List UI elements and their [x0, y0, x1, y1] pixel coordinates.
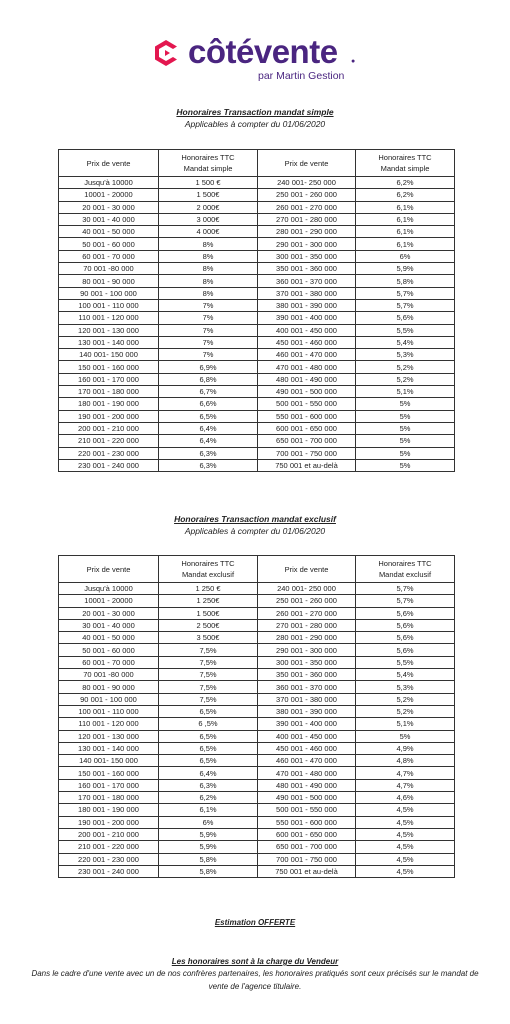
fee-cell: 5,9%	[159, 828, 258, 840]
table-row	[59, 201, 455, 213]
table-row	[59, 816, 455, 828]
fee-cell: 7%	[159, 336, 258, 348]
fee-cell: 5,7%	[356, 595, 455, 607]
column-header: Prix de vente	[59, 556, 159, 583]
fee-cell: 6,1%	[356, 226, 455, 238]
fee-cell: 5%	[356, 398, 455, 410]
price-range-cell: 180 001 - 190 000	[59, 398, 159, 410]
price-range-cell: 380 001 - 390 000	[258, 705, 356, 717]
table-row	[59, 275, 455, 287]
price-range-cell: 300 001 - 350 000	[258, 250, 356, 262]
price-range-cell: 210 001 - 220 000	[59, 841, 159, 853]
price-range-cell: 140 001- 150 000	[59, 755, 159, 767]
price-range-cell: 30 001 - 40 000	[59, 619, 159, 631]
fee-cell: 1 250 €	[159, 583, 258, 595]
price-range-cell: 50 001 - 60 000	[59, 238, 159, 250]
fee-cell: 5,3%	[356, 349, 455, 361]
price-range-cell: 200 001 - 210 000	[59, 422, 159, 434]
price-range-cell: 350 001 - 360 000	[258, 669, 356, 681]
table-row	[59, 841, 455, 853]
price-range-cell: 600 001 - 650 000	[258, 828, 356, 840]
table-row	[59, 177, 455, 189]
price-range-cell: 60 001 - 70 000	[59, 250, 159, 262]
fee-cell: 5,7%	[356, 299, 455, 311]
table-row	[59, 459, 455, 471]
price-range-cell: 250 001 - 260 000	[258, 595, 356, 607]
fee-cell: 5,6%	[356, 607, 455, 619]
price-range-cell: 170 001 - 180 000	[59, 792, 159, 804]
brand-tagline: par Martin Gestion	[258, 70, 345, 82]
price-range-cell: 750 001 et au-delà	[258, 865, 356, 877]
table-row	[59, 804, 455, 816]
fee-cell: 5%	[356, 447, 455, 459]
price-range-cell: 190 001 - 200 000	[59, 816, 159, 828]
exclusif-fees-table	[58, 555, 455, 878]
fee-cell: 5,2%	[356, 373, 455, 385]
price-range-cell: 300 001 - 350 000	[258, 656, 356, 668]
table-row	[59, 619, 455, 631]
table-row	[59, 644, 455, 656]
price-range-cell: 70 001 -80 000	[59, 669, 159, 681]
price-range-cell: 60 001 - 70 000	[59, 656, 159, 668]
table-row	[59, 718, 455, 730]
fee-cell: 4,5%	[356, 804, 455, 816]
table-row	[59, 607, 455, 619]
simple-section-title: Honoraires Transaction mandat simple	[176, 107, 334, 117]
price-range-cell: 220 001 - 230 000	[59, 853, 159, 865]
price-range-cell: 240 001- 250 000	[258, 583, 356, 595]
column-header: Honoraires TTC Mandat simple	[159, 150, 258, 177]
price-range-cell: 80 001 - 90 000	[59, 681, 159, 693]
price-range-cell: 370 001 - 380 000	[258, 287, 356, 299]
table-row	[59, 386, 455, 398]
price-range-cell: 270 001 - 280 000	[258, 619, 356, 631]
fee-cell: 5,8%	[356, 275, 455, 287]
fee-cell: 4,7%	[356, 779, 455, 791]
fee-cell: 5,5%	[356, 656, 455, 668]
fee-cell: 5,6%	[356, 644, 455, 656]
table-row	[59, 779, 455, 791]
price-range-cell: 180 001 - 190 000	[59, 804, 159, 816]
price-range-cell: 490 001 - 500 000	[258, 386, 356, 398]
table-row	[59, 238, 455, 250]
price-range-cell: Jusqu'à 10000	[59, 177, 159, 189]
fee-cell: 6,4%	[159, 767, 258, 779]
fee-cell: 5,7%	[356, 583, 455, 595]
fee-cell: 6,3%	[159, 779, 258, 791]
fee-cell: 1 500€	[159, 189, 258, 201]
fee-cell: 2 500€	[159, 619, 258, 631]
price-range-cell: 400 001 - 450 000	[258, 324, 356, 336]
fee-cell: 8%	[159, 250, 258, 262]
table-row	[59, 263, 455, 275]
price-range-cell: 390 001 - 400 000	[258, 312, 356, 324]
table-row	[59, 226, 455, 238]
price-range-cell: 220 001 - 230 000	[59, 447, 159, 459]
fee-cell: 6,8%	[159, 373, 258, 385]
cotevente-logo-icon	[151, 38, 181, 68]
brand-name: côtévente	[188, 33, 338, 70]
price-range-cell: 360 001 - 370 000	[258, 681, 356, 693]
fee-cell: 5,8%	[159, 865, 258, 877]
price-range-cell: 10001 - 20000	[59, 189, 159, 201]
fee-cell: 5%	[356, 459, 455, 471]
price-range-cell: 290 001 - 300 000	[258, 238, 356, 250]
table-row	[59, 213, 455, 225]
fee-cell: 3 000€	[159, 213, 258, 225]
fee-cell: 6,2%	[159, 792, 258, 804]
fee-cell: 4,6%	[356, 792, 455, 804]
fee-cell: 6,3%	[159, 459, 258, 471]
price-range-cell: 170 001 - 180 000	[59, 386, 159, 398]
table-row	[59, 422, 455, 434]
fee-cell: 8%	[159, 263, 258, 275]
table-row	[59, 767, 455, 779]
fee-cell: 6,9%	[159, 361, 258, 373]
price-range-cell: 380 001 - 390 000	[258, 299, 356, 311]
fee-cell: 6,3%	[159, 447, 258, 459]
fee-cell: 5,9%	[159, 841, 258, 853]
fee-cell: 7,5%	[159, 693, 258, 705]
fee-cell: 6%	[356, 250, 455, 262]
price-range-cell: 90 001 - 100 000	[59, 693, 159, 705]
price-range-cell: 200 001 - 210 000	[59, 828, 159, 840]
fee-cell: 6,1%	[356, 238, 455, 250]
column-header: Prix de vente	[59, 150, 159, 177]
table-row	[59, 410, 455, 422]
price-range-cell: 140 001- 150 000	[59, 349, 159, 361]
fee-cell: 5,8%	[159, 853, 258, 865]
table-row	[59, 447, 455, 459]
table-header-row	[59, 556, 455, 583]
price-range-cell: 230 001 - 240 000	[59, 459, 159, 471]
fee-cell: 4,5%	[356, 841, 455, 853]
column-header: Prix de vente	[258, 556, 356, 583]
fee-cell: 6%	[159, 816, 258, 828]
registered-mark: ●	[351, 58, 356, 65]
price-range-cell: 360 001 - 370 000	[258, 275, 356, 287]
price-range-cell: 100 001 - 110 000	[59, 299, 159, 311]
fee-cell: 7,5%	[159, 669, 258, 681]
fee-cell: 8%	[159, 275, 258, 287]
price-range-cell: 750 001 et au-delà	[258, 459, 356, 471]
price-range-cell: 260 001 - 270 000	[258, 607, 356, 619]
price-range-cell: 480 001 - 490 000	[258, 373, 356, 385]
price-range-cell: 50 001 - 60 000	[59, 644, 159, 656]
fee-cell: 4,8%	[356, 755, 455, 767]
price-range-cell: 470 001 - 480 000	[258, 767, 356, 779]
price-range-cell: 90 001 - 100 000	[59, 287, 159, 299]
price-range-cell: 290 001 - 300 000	[258, 644, 356, 656]
fee-cell: 6,5%	[159, 730, 258, 742]
column-header: Honoraires TTC Mandat exclusif	[356, 556, 455, 583]
fee-cell: 5,2%	[356, 361, 455, 373]
fee-cell: 5%	[356, 435, 455, 447]
fee-cell: 4,9%	[356, 742, 455, 754]
fee-cell: 5,6%	[356, 312, 455, 324]
price-range-cell: 10001 - 20000	[59, 595, 159, 607]
price-range-cell: 490 001 - 500 000	[258, 792, 356, 804]
fee-cell: 6,6%	[159, 398, 258, 410]
fee-cell: 7%	[159, 312, 258, 324]
table-row	[59, 361, 455, 373]
fee-cell: 6,7%	[159, 386, 258, 398]
table-row	[59, 693, 455, 705]
table-row	[59, 349, 455, 361]
fee-cell: 2 000€	[159, 201, 258, 213]
table-row	[59, 742, 455, 754]
price-range-cell: 230 001 - 240 000	[59, 865, 159, 877]
price-range-cell: 130 001 - 140 000	[59, 336, 159, 348]
fee-cell: 7%	[159, 324, 258, 336]
table-row	[59, 287, 455, 299]
price-range-cell: 30 001 - 40 000	[59, 213, 159, 225]
fee-cell: 6,1%	[356, 213, 455, 225]
price-range-cell: 20 001 - 30 000	[59, 607, 159, 619]
fee-cell: 1 500€	[159, 607, 258, 619]
price-range-cell: 250 001 - 260 000	[258, 189, 356, 201]
price-range-cell: 100 001 - 110 000	[59, 705, 159, 717]
price-range-cell: 40 001 - 50 000	[59, 226, 159, 238]
price-range-cell: 280 001 - 290 000	[258, 632, 356, 644]
price-range-cell: 270 001 - 280 000	[258, 213, 356, 225]
price-range-cell: 110 001 - 120 000	[59, 718, 159, 730]
fee-cell: 5,1%	[356, 386, 455, 398]
price-range-cell: 700 001 - 750 000	[258, 447, 356, 459]
price-range-cell: 130 001 - 140 000	[59, 742, 159, 754]
fee-cell: 6,4%	[159, 435, 258, 447]
price-range-cell: 400 001 - 450 000	[258, 730, 356, 742]
price-range-cell: 700 001 - 750 000	[258, 853, 356, 865]
table-row	[59, 656, 455, 668]
fee-cell: 4,5%	[356, 816, 455, 828]
fee-cell: 4,5%	[356, 853, 455, 865]
price-range-cell: 190 001 - 200 000	[59, 410, 159, 422]
fee-cell: 8%	[159, 287, 258, 299]
fee-cell: 5,4%	[356, 336, 455, 348]
fee-cell: 6,4%	[159, 422, 258, 434]
brand-logo	[0, 30, 510, 85]
table-row	[59, 730, 455, 742]
table-header-row	[59, 150, 455, 177]
column-header: Prix de vente	[258, 150, 356, 177]
price-range-cell: 40 001 - 50 000	[59, 632, 159, 644]
price-range-cell: 500 001 - 550 000	[258, 804, 356, 816]
price-range-cell: 470 001 - 480 000	[258, 361, 356, 373]
table-row	[59, 398, 455, 410]
table-row	[59, 336, 455, 348]
simple-fees-table	[58, 149, 455, 472]
fee-cell: 6,1%	[356, 201, 455, 213]
fee-cell: 6,5%	[159, 755, 258, 767]
fee-cell: 6,1%	[159, 804, 258, 816]
table-row	[59, 312, 455, 324]
table-row	[59, 755, 455, 767]
fee-cell: 7%	[159, 349, 258, 361]
price-range-cell: 20 001 - 30 000	[59, 201, 159, 213]
table-row	[59, 853, 455, 865]
fee-cell: 5%	[356, 410, 455, 422]
fee-cell: 5,4%	[356, 669, 455, 681]
price-range-cell: 460 001 - 470 000	[258, 349, 356, 361]
table-row	[59, 632, 455, 644]
fee-cell: 5%	[356, 730, 455, 742]
simple-section-subtitle: Applicables à compter du 01/06/2020	[184, 119, 326, 129]
table-row	[59, 250, 455, 262]
price-range-cell: Jusqu'à 10000	[59, 583, 159, 595]
fee-cell: 1 500 €	[159, 177, 258, 189]
fee-cell: 5%	[356, 422, 455, 434]
table-row	[59, 865, 455, 877]
price-range-cell: 500 001 - 550 000	[258, 398, 356, 410]
price-range-cell: 480 001 - 490 000	[258, 779, 356, 791]
fee-cell: 7,5%	[159, 681, 258, 693]
price-range-cell: 450 001 - 460 000	[258, 742, 356, 754]
fee-cell: 5,6%	[356, 632, 455, 644]
fee-cell: 6,5%	[159, 742, 258, 754]
price-range-cell: 280 001 - 290 000	[258, 226, 356, 238]
partner-fees-note: Dans le cadre d'une vente avec un de nos confrères partenaires, les honoraires pratiqués sont ceux précisés sur le mandat de vente de l'agence titulaire.	[31, 969, 479, 991]
table-row	[59, 669, 455, 681]
price-range-cell: 650 001 - 700 000	[258, 435, 356, 447]
table-row	[59, 435, 455, 447]
fee-cell: 8%	[159, 238, 258, 250]
fee-cell: 6,5%	[159, 410, 258, 422]
price-range-cell: 70 001 -80 000	[59, 263, 159, 275]
fee-cell: 5,3%	[356, 681, 455, 693]
price-range-cell: 240 001- 250 000	[258, 177, 356, 189]
exclusif-section-title: Honoraires Transaction mandat exclusif	[174, 514, 336, 524]
price-range-cell: 390 001 - 400 000	[258, 718, 356, 730]
fee-cell: 6 ,5%	[159, 718, 258, 730]
fee-cell: 7%	[159, 299, 258, 311]
price-range-cell: 210 001 - 220 000	[59, 435, 159, 447]
fee-cell: 4,7%	[356, 767, 455, 779]
table-row	[59, 792, 455, 804]
fee-cell: 6,5%	[159, 705, 258, 717]
estimation-offer: Estimation OFFERTE	[214, 918, 296, 927]
fee-cell: 5,2%	[356, 693, 455, 705]
column-header: Honoraires TTC Mandat simple	[356, 150, 455, 177]
price-range-cell: 650 001 - 700 000	[258, 841, 356, 853]
fee-cell: 5,2%	[356, 705, 455, 717]
price-range-cell: 150 001 - 160 000	[59, 767, 159, 779]
price-range-cell: 150 001 - 160 000	[59, 361, 159, 373]
price-range-cell: 110 001 - 120 000	[59, 312, 159, 324]
table-row	[59, 373, 455, 385]
price-range-cell: 120 001 - 130 000	[59, 730, 159, 742]
price-range-cell: 370 001 - 380 000	[258, 693, 356, 705]
table-row	[59, 324, 455, 336]
price-range-cell: 460 001 - 470 000	[258, 755, 356, 767]
fee-cell: 4 000€	[159, 226, 258, 238]
fee-cell: 1 250€	[159, 595, 258, 607]
fee-cell: 5,9%	[356, 263, 455, 275]
table-row	[59, 189, 455, 201]
price-range-cell: 550 001 - 600 000	[258, 410, 356, 422]
fee-cell: 4,5%	[356, 828, 455, 840]
price-range-cell: 80 001 - 90 000	[59, 275, 159, 287]
table-row	[59, 595, 455, 607]
table-row	[59, 828, 455, 840]
price-range-cell: 450 001 - 460 000	[258, 336, 356, 348]
fee-cell: 6,2%	[356, 189, 455, 201]
fee-cell: 7,5%	[159, 656, 258, 668]
table-row	[59, 705, 455, 717]
exclusif-section-subtitle: Applicables à compter du 01/06/2020	[184, 526, 326, 536]
fee-cell: 3 500€	[159, 632, 258, 644]
column-header: Honoraires TTC Mandat exclusif	[159, 556, 258, 583]
fee-cell: 5,7%	[356, 287, 455, 299]
table-row	[59, 681, 455, 693]
fee-cell: 5,5%	[356, 324, 455, 336]
fee-cell: 5,1%	[356, 718, 455, 730]
price-range-cell: 350 001 - 360 000	[258, 263, 356, 275]
fee-cell: 4,5%	[356, 865, 455, 877]
fee-cell: 5,6%	[356, 619, 455, 631]
price-range-cell: 260 001 - 270 000	[258, 201, 356, 213]
table-row	[59, 583, 455, 595]
table-row	[59, 299, 455, 311]
price-range-cell: 550 001 - 600 000	[258, 816, 356, 828]
fees-charge-title: Les honoraires sont à la charge du Vendeur	[171, 957, 339, 966]
price-range-cell: 160 001 - 170 000	[59, 779, 159, 791]
price-range-cell: 160 001 - 170 000	[59, 373, 159, 385]
fee-cell: 6,2%	[356, 177, 455, 189]
fee-cell: 7,5%	[159, 644, 258, 656]
price-range-cell: 120 001 - 130 000	[59, 324, 159, 336]
price-range-cell: 600 001 - 650 000	[258, 422, 356, 434]
